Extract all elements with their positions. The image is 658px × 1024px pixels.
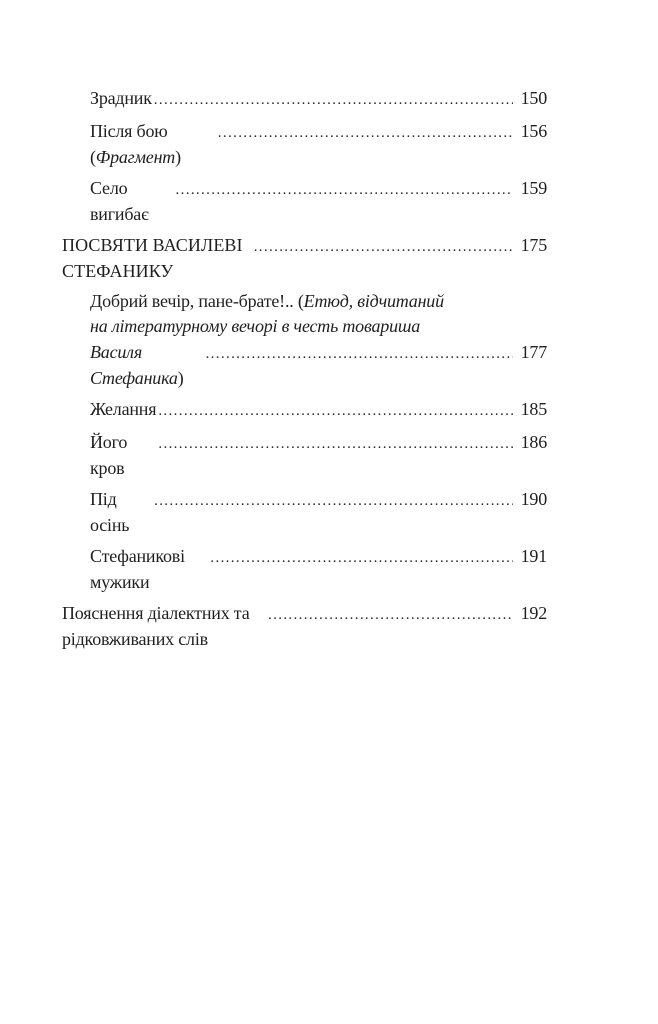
toc-page-number: 177 bbox=[520, 342, 547, 362]
toc-entry-title bbox=[90, 339, 204, 391]
dot-leader bbox=[154, 488, 513, 514]
toc-entry-zradnyk[interactable] bbox=[62, 85, 547, 113]
toc-section-title: ПОСВЯТИ ВАСИЛЕВІ СТЕФАНИКУ bbox=[62, 235, 243, 281]
toc-entry-pislia-boiu[interactable] bbox=[62, 118, 547, 170]
dot-leader bbox=[154, 87, 513, 113]
toc-entry-line-1 bbox=[90, 289, 547, 314]
toc-entry-dobryi-vechir[interactable] bbox=[62, 289, 547, 391]
toc-entry-stefanykovi[interactable] bbox=[62, 543, 547, 595]
dot-leader bbox=[268, 602, 513, 628]
toc-entry-title: Пояснення діалектних та рідковживаних слів bbox=[62, 603, 250, 649]
toc-page-number: 150 bbox=[520, 88, 547, 108]
dot-leader bbox=[254, 234, 513, 260]
toc-entry-yoho-krov[interactable] bbox=[62, 429, 547, 481]
toc-page-number: 185 bbox=[520, 399, 547, 419]
title-plain: Після бою ( bbox=[90, 121, 168, 167]
dot-leader bbox=[158, 431, 513, 457]
title-italic: Етюд, відчитаний bbox=[303, 291, 444, 311]
dot-leader bbox=[210, 545, 513, 571]
toc-page-number: 156 bbox=[520, 121, 547, 141]
table-of-contents bbox=[62, 85, 547, 657]
toc-entry-poiasnennia[interactable] bbox=[62, 600, 547, 652]
toc-page-number: 191 bbox=[520, 546, 547, 566]
dot-leader bbox=[218, 120, 513, 146]
toc-page-number: 159 bbox=[520, 178, 547, 198]
toc-entry-title: Зрадник bbox=[90, 88, 152, 108]
toc-entry-selo[interactable] bbox=[62, 175, 547, 227]
toc-entry-title: Під осінь bbox=[90, 489, 130, 535]
dot-leader bbox=[176, 177, 513, 203]
toc-entry-title: Село вигибає bbox=[90, 178, 149, 224]
toc-entry-pid-osin[interactable] bbox=[62, 486, 547, 538]
toc-entry-title: Желання bbox=[90, 399, 157, 419]
toc-entry-line-2 bbox=[90, 314, 547, 339]
title-italic: Фрагмент bbox=[95, 147, 176, 167]
title-plain: Добрий вечір, пане-брате!.. ( bbox=[90, 291, 304, 311]
dot-leader bbox=[206, 341, 513, 367]
toc-entry-title: Стефаникові мужики bbox=[90, 546, 185, 592]
toc-entry-line-3 bbox=[90, 339, 547, 391]
toc-page-number: 190 bbox=[520, 489, 547, 509]
title-italic: Василя Стефаника bbox=[90, 342, 178, 388]
toc-entry-zhelannia[interactable] bbox=[62, 396, 547, 424]
toc-page-number: 186 bbox=[520, 432, 547, 452]
toc-entry-title bbox=[90, 118, 216, 170]
title-end: ) bbox=[175, 147, 181, 167]
dot-leader bbox=[158, 398, 513, 424]
title-italic: на літературному вечорі в честь товариша bbox=[90, 316, 421, 336]
toc-section-posviaty[interactable] bbox=[62, 232, 547, 284]
toc-page-number: 192 bbox=[520, 603, 547, 623]
toc-page-number: 175 bbox=[520, 235, 547, 255]
title-end: ) bbox=[177, 368, 184, 388]
toc-entry-title: Його кров bbox=[90, 432, 128, 478]
